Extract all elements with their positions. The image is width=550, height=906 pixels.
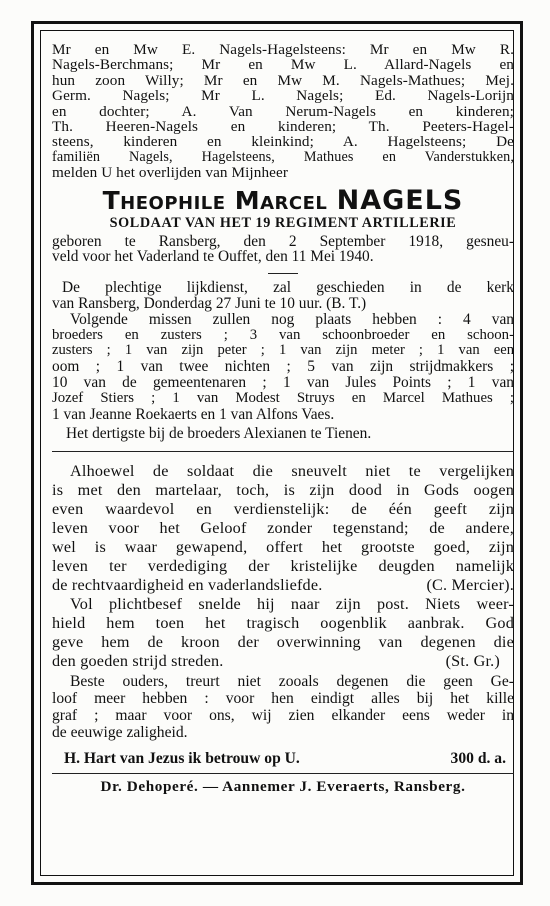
masses-line: 10 van de gemeentenaren ; 1 van Jules Points ; 1 van <box>52 374 514 392</box>
reflection-line: is met den martelaar, toch, is zijn dood in Gods oogen <box>52 481 514 500</box>
reflection-line: leven voor het Geloof zonder tegenstand; de andere, <box>52 519 514 538</box>
reflection-line: geve hem de kroon der overwinning van degenen die <box>52 633 514 652</box>
masses-line: 1 van Jeanne Roekaerts en 1 van Alfons Vaes. <box>52 405 335 423</box>
parents-line: loof meer hebben : voor hen eindigt alles bij het kille <box>52 690 514 708</box>
divider <box>268 273 298 274</box>
reflection-line: hield hem toen het tragisch oogenblik aanbrak. God <box>52 614 514 633</box>
announcement-line: Germ. Nagels; Mr L. Nagels; Ed. Nagels-Lorijn <box>52 87 514 105</box>
masses-line: oom ; 1 van twee nichten ; 5 van zijn strijdmakkers ; <box>52 358 514 376</box>
reflection-line-text: de rechtvaardigheid en vaderlandsliefde. <box>52 576 323 595</box>
announcement-line: steens, kinderen en kleinkind; A. Hagelsteens; De <box>52 133 514 151</box>
thirtieth-day-mass: Het dertigste bij de broeders Alexianen te Tienen. <box>66 425 372 443</box>
announcement-line: Nagels-Berchmans; Mr en Mw L. Allard-Nagels en <box>52 56 514 74</box>
reflection-line-text: den goeden strijd streden. <box>52 652 224 671</box>
deceased-surname: NAGELS <box>336 184 464 216</box>
reflection-line: even waardevol en verdienstelijk: de één geeft zijn <box>52 500 514 519</box>
funeral-line: De plechtige lijkdienst, zal geschieden in de kerk <box>62 279 514 297</box>
reflection-line <box>52 652 514 671</box>
invocation: H. Hart van Jezus ik betrouw op U. <box>64 750 300 768</box>
invocation-row <box>52 749 514 768</box>
birth-death-line: veld voor het Vaderland te Ouffet, den 11 Mei 1940. <box>52 248 374 266</box>
divider <box>52 451 514 452</box>
announcement-line: hun zoon Willy; Mr en Mw M. Nagels-Mathues; Mej. <box>52 71 514 89</box>
reflection-line: Vol plichtbesef snelde hij naar zijn post. Niets weer- <box>70 595 514 614</box>
birth-death-info <box>52 234 514 266</box>
parents-line: graf ; maar voor ons, wij zien elkander eens weder in <box>52 707 514 725</box>
announcement-line: Mr en Mw E. Nagels-Hagelsteens: Mr en Mw R. <box>52 41 514 58</box>
card-content <box>52 42 514 796</box>
deceased-first-names: Theophile Marcel <box>102 185 328 215</box>
reflection-line: wel is waar gewapend, offert het grootste goed, zijn <box>52 538 514 557</box>
reflection-text <box>52 462 514 671</box>
deceased-name <box>52 184 514 216</box>
reflection-attribution: (C. Mercier). <box>426 576 514 595</box>
reflection-line: Alhoewel de soldaat die sneuvelt niet te vergelijken <box>70 462 514 481</box>
masses-line: zusters ; 1 van zijn peter ; 1 van zijn meter ; 1 van een <box>52 342 514 359</box>
indulgence: 300 d. a. <box>450 750 506 768</box>
message-to-parents <box>52 673 514 741</box>
birth-death-line: geboren te Ransberg, den 2 September 1918, gesneu- <box>52 232 514 250</box>
reflection-attribution: (St. Gr.) <box>445 652 500 671</box>
parents-line: Beste ouders, treurt niet zooals degenen die geen Ge- <box>70 673 514 691</box>
divider <box>52 773 514 774</box>
funeral-line: van Ransberg, Donderdag 27 Juni te 10 uur. (B. T.) <box>52 295 367 313</box>
masses-line: broeders en zusters ; 3 van schoonbroeder en schoon- <box>52 326 514 343</box>
reflection-line <box>52 576 514 595</box>
funeral-info <box>52 280 514 442</box>
announcement-line: Th. Heeren-Nagels en kinderen; Th. Peeters-Hagel- <box>52 118 514 136</box>
masses-line: Volgende missen zullen nog plaats hebben : 4 van <box>70 310 514 328</box>
family-announcement <box>52 42 514 181</box>
announcement-line: en dochter; A. Van Nerum-Nagels en kinderen; <box>52 102 514 120</box>
announcement-line: melden U het overlijden van Mijnheer <box>52 164 288 182</box>
announcement-line: familiën Nagels, Hagelsteens, Mathues en Vanderstukken, <box>52 148 514 165</box>
masses-line: Jozef Stiers ; 1 van Modest Struys en Marcel Mathues ; <box>52 389 514 406</box>
printer-line: Dr. Dehoperé. — Aannemer J. Everaerts, Ransberg. <box>100 778 466 796</box>
reflection-line: leven ter verdediging der kristelijke deugden namelijk <box>52 557 514 576</box>
parents-line: de eeuwige zaligheid. <box>52 724 188 742</box>
deceased-rank: SOLDAAT VAN HET 19 REGIMENT ARTILLERIE <box>109 214 457 231</box>
